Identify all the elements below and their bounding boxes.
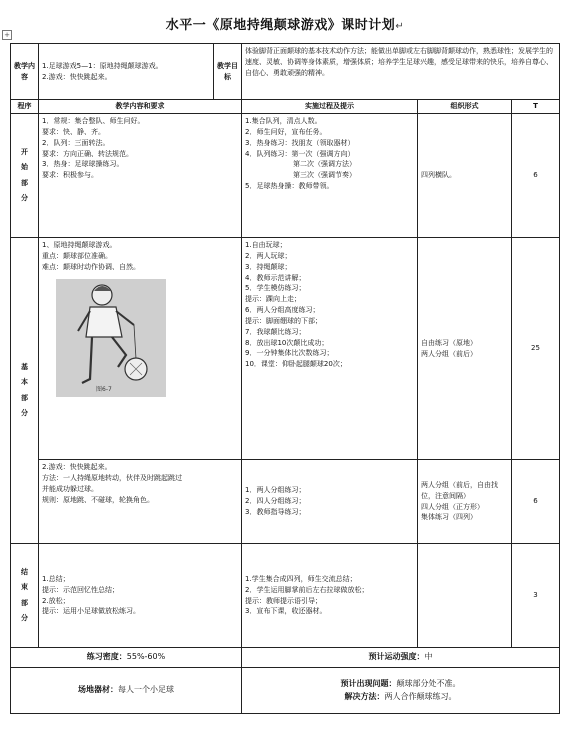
title-text: 水平一《原地持绳颠球游戏》课时计划 — [165, 18, 396, 33]
section-name: 结 束 部 分 — [11, 544, 39, 648]
content-cell — [39, 460, 242, 544]
intensity-cell — [242, 648, 560, 668]
col-header-content: 教学内容和要求 — [39, 100, 242, 114]
column-header-row — [11, 100, 560, 114]
process-line: 1.学生集合成四列，师生交流总结； — [245, 574, 357, 583]
content-line: 2.放松； — [42, 596, 70, 605]
time-cell: 25 — [512, 238, 560, 460]
footer-row-equipment — [11, 668, 560, 714]
section-row-ending — [11, 544, 560, 648]
time-cell: 6 — [512, 460, 560, 544]
content-line: 要求：快、静、齐。 — [42, 127, 105, 136]
org-line: 集体练习（四列） — [421, 513, 477, 522]
org-line: 四人分组（正方形） — [421, 502, 484, 511]
process-line: 提示：教师提示语引导； — [245, 596, 322, 605]
org-line: 两人分组（前后，自由找位，注意间隔） — [421, 480, 498, 500]
process-line: 第二次（强调方法） — [293, 160, 356, 169]
process-line: 2．两人玩球； — [245, 251, 292, 260]
goal-label: 教学目标 — [214, 44, 242, 100]
intensity-value: 中 — [424, 652, 433, 662]
process-cell — [242, 544, 418, 648]
org-cell — [418, 544, 512, 648]
process-line: 4．教师示范讲解； — [245, 273, 306, 282]
content-cell — [39, 238, 242, 460]
lesson-plan-table — [10, 43, 560, 714]
content-line: 要求：积极参与。 — [42, 171, 98, 180]
process-line: 5．学生模仿练习； — [245, 284, 306, 293]
org-line: 自由练习（原地） — [421, 338, 477, 347]
org-cell — [418, 238, 512, 460]
process-line: 提示：脚面绷球的下部； — [245, 316, 322, 325]
page-title — [0, 14, 570, 33]
content-line: 难点：颠球时动作协调、自然。 — [42, 262, 140, 271]
section-row-basic — [11, 238, 560, 460]
process-line: 提示：踝向上走； — [245, 295, 301, 304]
content-line: 2．队列：三面转法。 — [42, 138, 110, 147]
process-line: 第三次（强调节奏） — [293, 171, 356, 180]
org-cell — [418, 460, 512, 544]
process-line: 2．学生运用脚掌前后左右拉球做放松； — [245, 585, 369, 594]
problem-value: 颠球部分处不准。 — [396, 679, 461, 689]
time-cell: 3 — [512, 544, 560, 648]
task-cell — [39, 44, 214, 100]
process-line: 6．两人分组高度练习； — [245, 306, 320, 315]
density-label: 练习密度： — [86, 652, 127, 662]
process-line: 10．课堂：仰卧起腿颠球20次； — [245, 360, 347, 369]
child-kicking-ball-drawing — [56, 279, 166, 397]
process-line: 5．足球热身操：教师带领。 — [245, 182, 334, 191]
process-line: 1．两人分组练习； — [245, 486, 306, 495]
col-header-organization: 组织形式 — [418, 100, 512, 114]
process-line: 3．教师指导练习； — [245, 507, 306, 516]
process-cell — [242, 238, 418, 460]
content-line: 提示：示范回忆性总结； — [42, 585, 119, 594]
content-cell — [39, 114, 242, 238]
content-line: 要求：方向正确、转法规范。 — [42, 149, 133, 158]
equipment-value: 每人一个小足球 — [118, 685, 174, 695]
time-cell: 6 — [512, 114, 560, 238]
task-line: 1.足球游戏5—1：原地持绳颠球游戏。 — [42, 61, 163, 70]
density-value: 55%-60% — [126, 652, 166, 662]
content-line: 方法：一人持绳原地转动，伙伴及时跳起跳过 — [42, 473, 182, 482]
footer-row-density — [11, 648, 560, 668]
content-line: 1．常规：集合整队、师生问好。 — [42, 117, 145, 125]
task-label: 教学内容 — [11, 44, 39, 100]
content-line: 并能成功躲过球。 — [42, 484, 98, 493]
paragraph-mark: ↵ — [395, 21, 405, 32]
juggling-illustration — [56, 279, 166, 397]
process-line: 2．师生问好，宣布任务。 — [245, 127, 327, 136]
content-line: 提示：运用小足球做放松练习。 — [42, 607, 140, 616]
task-line: 2.游戏：快快跳起来。 — [42, 72, 112, 81]
process-line: 3．热身练习：找朋友（领取器材） — [245, 138, 355, 147]
figure-caption: 图6-7 — [96, 386, 112, 394]
process-cell — [242, 114, 418, 238]
problem-label: 预计出现问题： — [340, 679, 397, 689]
section-row-opening — [11, 114, 560, 238]
table-move-handle-icon[interactable]: + — [2, 30, 12, 40]
process-line: 3．宣布下课，收还器材。 — [245, 607, 327, 616]
solution-value: 两人合作颠球练习。 — [384, 691, 457, 701]
content-line: 规则：原地跳、不碰球，轮换角色。 — [42, 495, 154, 504]
content-line: 重点：颠球部位准确。 — [42, 251, 112, 260]
density-cell — [11, 648, 242, 668]
org-line: 两人分组（前后） — [421, 349, 477, 358]
section-name: 开 始 部 分 — [11, 114, 39, 238]
col-header-time: T — [512, 100, 560, 114]
content-line: 2.游戏：快快跳起来。 — [42, 463, 112, 471]
process-line: 3．持绳颠球； — [245, 262, 292, 271]
equipment-label: 场地器材： — [78, 685, 118, 695]
content-line: 3．热身：足球球操练习。 — [42, 160, 124, 169]
content-line: 1、原地持绳颠球游戏。 — [42, 241, 117, 249]
process-line: 8．放出球10次颠比成功； — [245, 338, 329, 347]
process-line: 1.自由玩球； — [245, 241, 287, 249]
goal-text: 体验脚背正面颠球的基本技术动作方法；能做出单脚或左右脚脚背颠球动作，熟悉球性；发展学生的速度、灵敏、协调等身体素质，增强体质；培养学生足球兴趣，感受足球带来的快乐，培养自尊心、自信心、勇敢顽强的精神。 — [242, 44, 560, 100]
content-line: 1.总结； — [42, 574, 70, 583]
col-header-process: 实施过程及提示 — [242, 100, 418, 114]
section-row-game — [11, 460, 560, 544]
process-line: 1.集合队列，清点人数。 — [245, 117, 322, 125]
solution-label: 解决方法： — [344, 691, 385, 701]
org-line: 四列横队。 — [421, 171, 456, 180]
process-line: 7．我球颠比练习； — [245, 327, 306, 336]
process-cell — [242, 460, 418, 544]
col-header-procedure: 程序 — [11, 100, 39, 114]
process-line: 2．四人分组练习； — [245, 497, 306, 506]
section-name: 基 本 部 分 — [11, 238, 39, 544]
equipment-cell — [11, 668, 242, 714]
process-line: 9．一分钟集体比次数练习； — [245, 349, 334, 358]
problem-solution-cell — [242, 668, 560, 714]
content-cell — [39, 544, 242, 648]
process-line: 4．队列练习：第一次（强调方向） — [245, 149, 355, 158]
intensity-label: 预计运动强度： — [368, 652, 425, 662]
org-cell — [418, 114, 512, 238]
